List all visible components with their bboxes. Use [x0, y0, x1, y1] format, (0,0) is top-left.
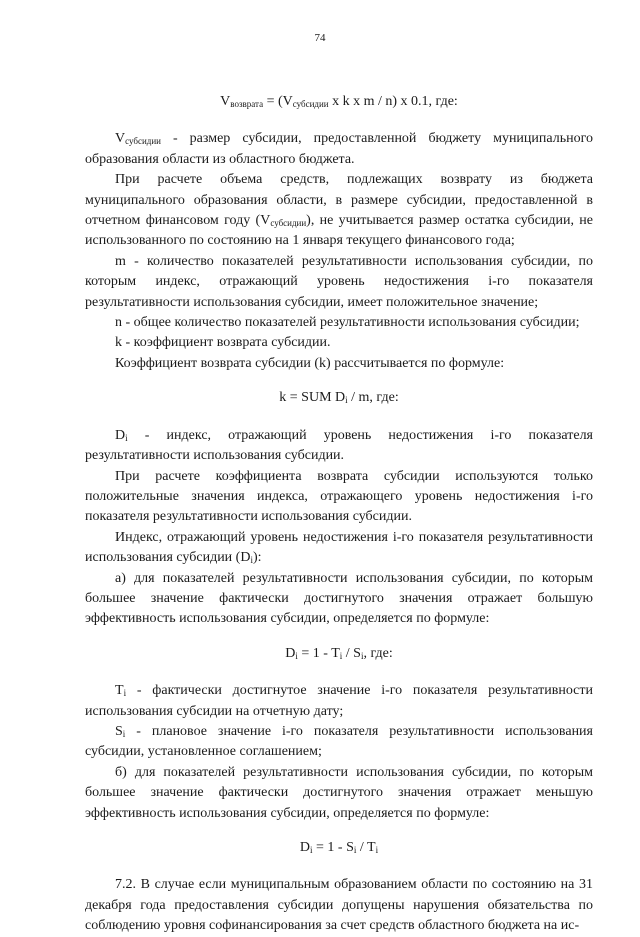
formula-return-volume: $V_{возврата} = (V_{субсидии}$ x k x m / n) x 0.1, где:	[220, 94, 458, 109]
formula-k: k = SUM $D_i$ / m, где:	[279, 390, 399, 406]
document-body	[85, 78, 593, 937]
item-b: б) для показателей результативности использования субсидии, по которым большее значение фактически достигнутого значения отражает меньшую эффективность использования субсидии, определяется по формуле:	[85, 764, 593, 821]
item-a: а) для показателей результативности использования субсидии, по которым большее значение фактически достигнутого значения отражает большую эффективность использования субсидии, определяется по формуле:	[85, 570, 593, 627]
paragraph-positive-values: При расчете коэффициента возврата субсидии используются только положительные значения индекса, отражающего уровень недостижения i-го показателя результативности использования субсидии.	[85, 468, 593, 525]
page-number: 74	[314, 32, 326, 44]
paragraph-index: Индекс, отражающий уровень недостижения i-го показателя результативности использования субсидии $(D_i)$:	[85, 529, 593, 566]
paragraph-coefficient-intro: Коэффициент возврата субсидии (k) рассчитывается по формуле:	[115, 355, 505, 371]
definition-ti: $T_i$ - фактически достигнутое значение i-го показателя результативности использования субсидии на отчетную дату;	[85, 683, 593, 719]
definition-si: $S_i$ - плановое значение i-го показателя результативности использования субсидии, установленное соглашением;	[85, 723, 593, 760]
formula-b: $D_i = 1 - S_i / T_i$	[299, 840, 379, 855]
section-7-2: 7.2. В случае если муниципальным образованием области по состоянию на 31 декабря года предоставления субсидии допущены нарушения обязательства по соблюдению уровня софинансирования за счет средств областного бюджета на ис-	[85, 877, 593, 934]
definition-di: $D_i$ - индекс, отражающий уровень недостижения i-го показателя результативности использования субсидии.	[85, 427, 593, 464]
definition-m: m - количество показателей результативности использования субсидии, по которым индекс, отражающий уровень недостижения i-го показателя результативности использования субсидии, имеет положительное значение;	[85, 253, 593, 310]
paragraph-calculation: При расчете объема средств, подлежащих возврату из бюджета муниципального образования области, в размере субсидии, предоставленной в отчетном финансовом году $(V_{субсидии})$, не учитывается размер остатка субсидии, не использованного по состоянию на 1 января текущего финансового года;	[85, 172, 593, 249]
definition-k: k - коэффициент возврата субсидии.	[115, 335, 331, 351]
definition-n: n - общее количество показателей результативности использования субсидии;	[115, 315, 580, 331]
definition-v-subsidy: $V_{субсидии}$ - размер субсидии, предоставленной бюджету муниципального образования области из областного бюджета.	[85, 131, 593, 167]
formula-a: $D_i = 1 - T_i / S_i$, где:	[285, 645, 393, 661]
